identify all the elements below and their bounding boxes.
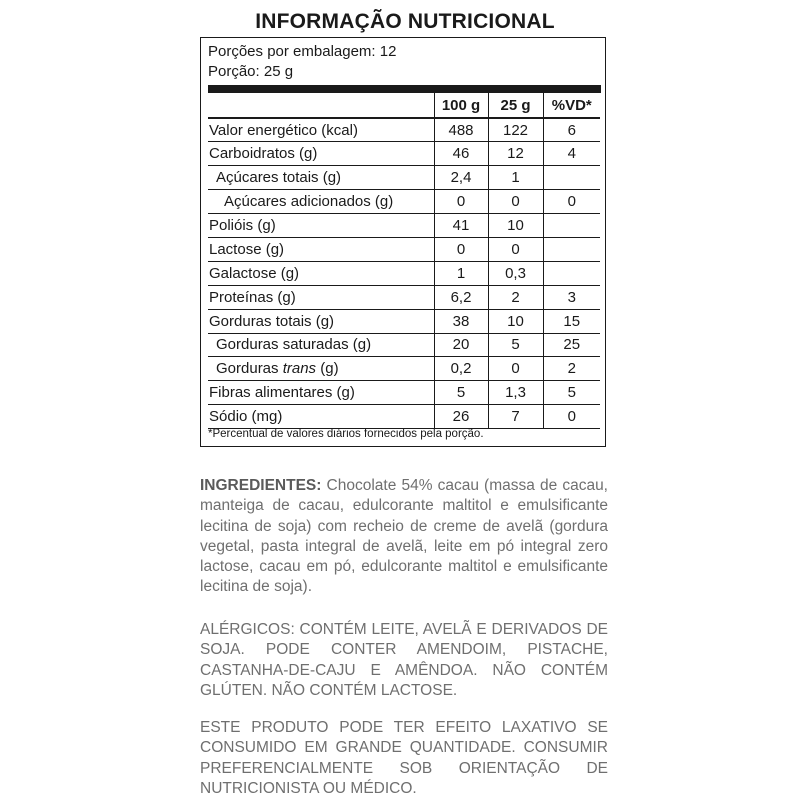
value-100g: 26	[434, 405, 488, 429]
value-vd: 0	[543, 405, 600, 429]
nutrient-name: Açúcares totais (g)	[208, 166, 434, 190]
value-vd: 15	[543, 309, 600, 333]
table-header-row	[208, 93, 600, 118]
value-100g: 2,4	[434, 166, 488, 190]
value-vd: 3	[543, 285, 600, 309]
portion-info	[208, 42, 396, 82]
nutrition-facts-box	[200, 37, 606, 447]
ingredients-paragraph	[200, 476, 608, 598]
nutrient-name-post: (g)	[316, 360, 339, 378]
value-vd: 25	[543, 333, 600, 357]
nutrient-name-pre: Gorduras	[216, 360, 283, 378]
nutrient-name: Sódio (mg)	[208, 405, 434, 429]
value-100g: 41	[434, 214, 488, 238]
value-25g: 122	[488, 118, 543, 142]
table-row	[208, 166, 600, 190]
value-vd	[543, 166, 600, 190]
nutrient-name: Carboidratos (g)	[208, 142, 434, 166]
portions-per-package: Porções por embalagem: 12	[208, 43, 397, 60]
nutrient-name: Proteínas (g)	[208, 285, 434, 309]
nutrient-name: Fibras alimentares (g)	[208, 381, 434, 405]
nutrition-table	[208, 93, 600, 429]
value-25g: 2	[488, 285, 543, 309]
value-100g: 38	[434, 309, 488, 333]
value-25g: 7	[488, 405, 543, 429]
nutrient-name: Valor energético (kcal)	[208, 118, 434, 142]
value-vd: 5	[543, 381, 600, 405]
nutrient-name: Lactose (g)	[208, 237, 434, 261]
table-row	[208, 405, 600, 429]
portion-size: Porção: 25 g	[208, 63, 294, 80]
value-vd: 4	[543, 142, 600, 166]
value-vd: 2	[543, 357, 600, 381]
table-footnote: *Percentual de valores diários fornecidos pela porção.	[208, 428, 484, 440]
ingredients-text: Chocolate 54% cacau (massa de cacau, manteiga de cacau, edulcorante maltitol e emulsificante lecitina de soja) com recheio de creme de avelã (gordura vegetal, pasta integral de avelã, leite em pó integral zero lactose, cacau em pó, edulcorante maltitol e emulsificante lecitina de soja).	[200, 477, 608, 596]
nutrient-name-italic: trans	[282, 360, 317, 378]
table-row	[208, 309, 600, 333]
value-100g: 20	[434, 333, 488, 357]
table-row	[208, 190, 600, 214]
nutrient-name	[208, 357, 434, 381]
value-25g: 0	[488, 237, 543, 261]
header-25g: 25 g	[488, 93, 543, 118]
table-row	[208, 333, 600, 357]
header-nutrient	[208, 93, 434, 118]
header-100g: 100 g	[434, 93, 488, 118]
table-row	[208, 214, 600, 238]
table-row	[208, 142, 600, 166]
value-100g: 6,2	[434, 285, 488, 309]
value-vd: 6	[543, 118, 600, 142]
nutrient-name: Polióis (g)	[208, 214, 434, 238]
table-row	[208, 357, 600, 381]
divider-bar	[208, 85, 601, 93]
page-title: INFORMAÇÃO NUTRICIONAL	[255, 10, 555, 33]
value-100g: 1	[434, 261, 488, 285]
value-100g: 5	[434, 381, 488, 405]
value-100g: 0	[434, 237, 488, 261]
table-row	[208, 381, 600, 405]
table-row	[208, 237, 600, 261]
value-25g: 12	[488, 142, 543, 166]
ingredients-heading: INGREDIENTES:	[200, 477, 322, 494]
value-25g: 10	[488, 309, 543, 333]
value-25g: 10	[488, 214, 543, 238]
nutrient-name: Galactose (g)	[208, 261, 434, 285]
value-25g: 1	[488, 166, 543, 190]
value-100g: 0,2	[434, 357, 488, 381]
allergens-paragraph: ALÉRGICOS: CONTÉM LEITE, AVELÃ E DERIVADOS DE SOJA. PODE CONTER AMENDOIM, PISTACHE, CASTANHA-DE-CAJU E AMÊNDOA. NÃO CONTÉM GLÚTEN. NÃO CONTÉM LACTOSE.	[200, 621, 608, 699]
table-row	[208, 261, 600, 285]
header-vd: %VD*	[543, 93, 600, 118]
value-25g: 5	[488, 333, 543, 357]
value-100g: 0	[434, 190, 488, 214]
table-row	[208, 118, 600, 142]
value-25g: 0,3	[488, 261, 543, 285]
value-vd	[543, 261, 600, 285]
value-25g: 0	[488, 357, 543, 381]
value-25g: 1,3	[488, 381, 543, 405]
value-100g: 488	[434, 118, 488, 142]
nutrient-name: Gorduras saturadas (g)	[208, 333, 434, 357]
value-vd	[543, 214, 600, 238]
nutrient-name: Açúcares adicionados (g)	[208, 190, 434, 214]
value-100g: 46	[434, 142, 488, 166]
table-row	[208, 285, 600, 309]
nutrient-name: Gorduras totais (g)	[208, 309, 434, 333]
laxative-warning-paragraph: ESTE PRODUTO PODE TER EFEITO LAXATIVO SE CONSUMIDO EM GRANDE QUANTIDADE. CONSUMIR PREFERENCIALMENTE SOB ORIENTAÇÃO DE NUTRICIONISTA OU MÉDICO.	[200, 719, 608, 797]
value-25g: 0	[488, 190, 543, 214]
value-vd: 0	[543, 190, 600, 214]
value-vd	[543, 237, 600, 261]
